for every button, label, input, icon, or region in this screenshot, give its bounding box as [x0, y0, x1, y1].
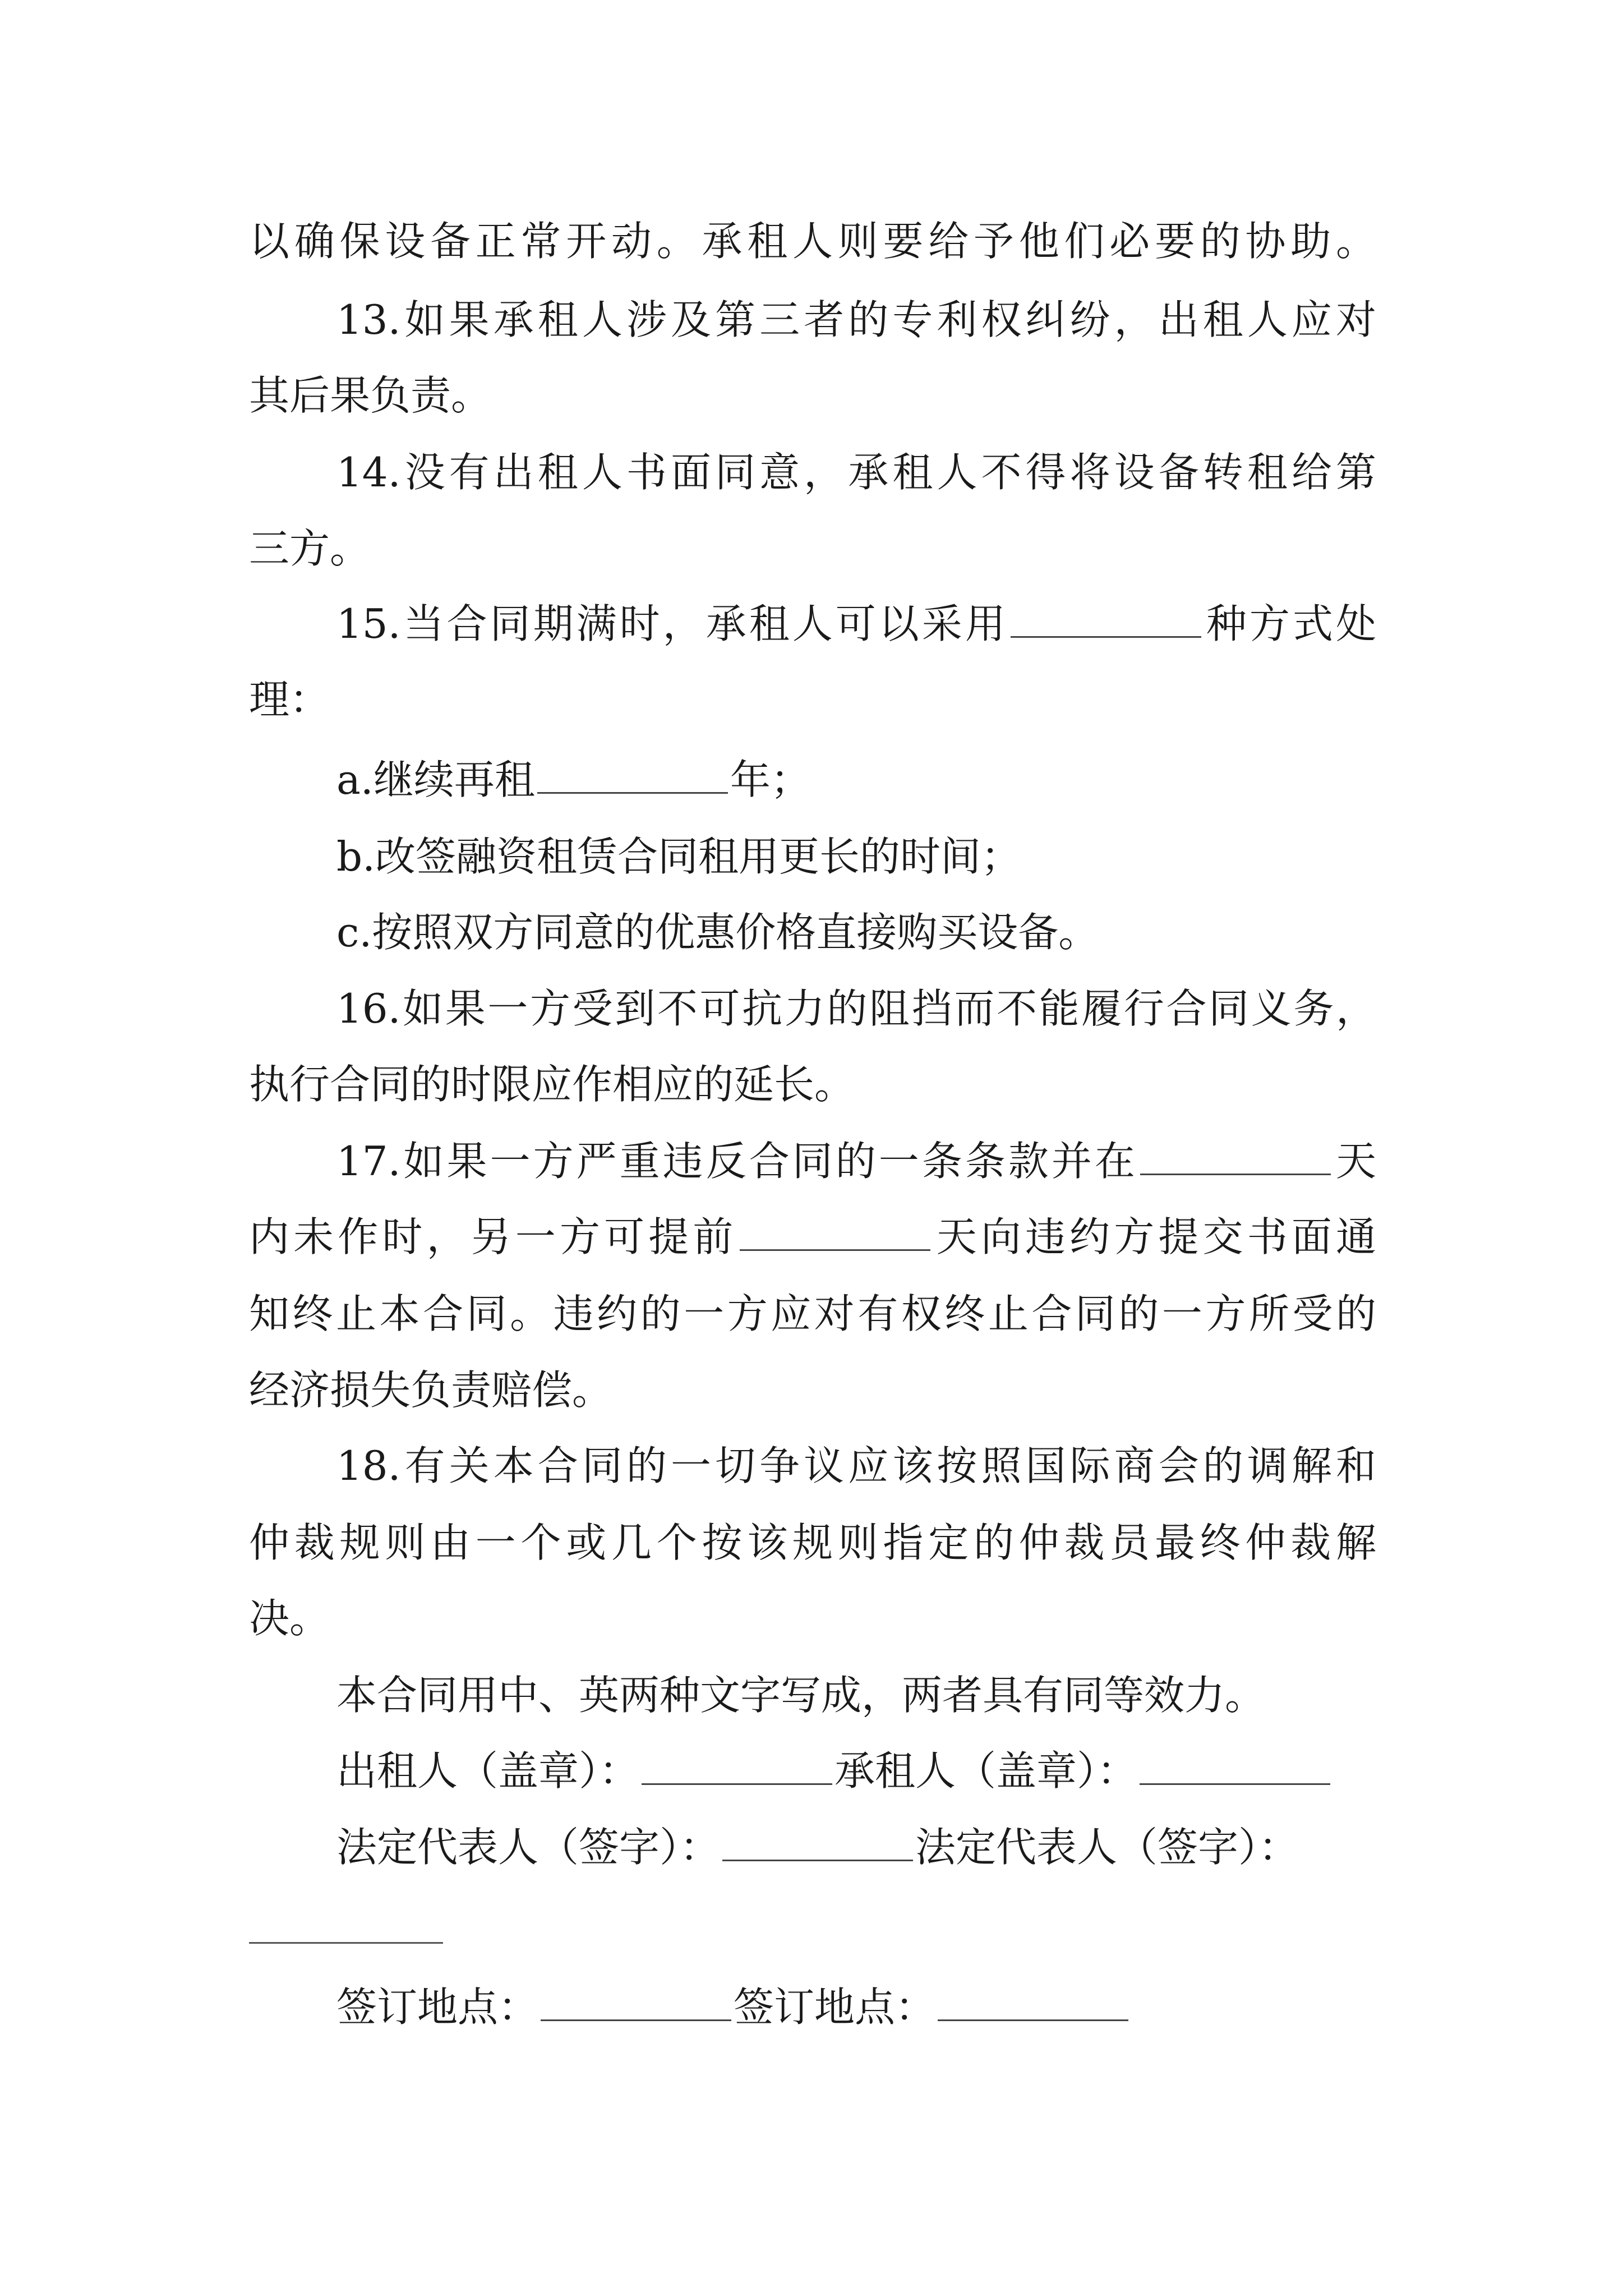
lessor-lessee-seal-line: 出租人（盖章）： 承租人（盖章）： [336, 1737, 1376, 1805]
blank-field[interactable] [1140, 1133, 1331, 1175]
text-line: 以确保设备正常开动。承租人则要给予他们必要的协助。 [249, 218, 1376, 265]
language-clause: 本合同用中、英两种文字写成，两者具有同等效力。 [336, 1672, 1266, 1719]
lessee-rep-signature-field[interactable] [249, 1942, 443, 1944]
text-line: 内未作时，另一方可提前 天向违约方提交书面通 [249, 1203, 1376, 1271]
option-c: c.按照双方同意的优惠价格直接购买设备。 [336, 909, 1099, 956]
legal-rep-signature-line: 法定代表人（签字）： 法定代表人（签字）： [336, 1814, 1376, 1881]
lessor-seal-field[interactable] [642, 1743, 832, 1785]
clause-13: 13.如果承租人涉及第三者的专利权纠纷，出租人应对 [336, 296, 1376, 343]
lessee-seal-field[interactable] [1140, 1743, 1330, 1785]
clause-18: 18.有关本合同的一切争议应该按照国际商会的调解和 [336, 1442, 1376, 1489]
signing-place-field[interactable] [541, 1979, 731, 2021]
clause-17: 17.如果一方严重违反合同的一条条款并在 天 [336, 1128, 1376, 1195]
signing-place-field[interactable] [938, 1979, 1128, 2021]
text-line: 仲裁规则由一个或几个按该规则指定的仲裁员最终仲裁解 [249, 1519, 1376, 1566]
text-line: 其后果负责。 [249, 372, 492, 419]
signing-place-line: 签订地点： 签订地点： [336, 1973, 1376, 2041]
text-line: 决。 [249, 1595, 330, 1642]
blank-field[interactable] [740, 1209, 930, 1251]
clause-16: 16.如果一方受到不可抗力的阻挡而不能履行合同义务， [336, 985, 1376, 1032]
text-line: 三方。 [249, 525, 371, 572]
clause-14: 14.没有出租人书面同意，承租人不得将设备转租给第 [336, 449, 1376, 496]
option-a: a.继续再租 年； [336, 746, 1376, 813]
lessor-rep-signature-field[interactable] [722, 1819, 913, 1861]
text-line: 知终止本合同。违约的一方应对有权终止合同的一方所受的 [249, 1290, 1376, 1337]
option-b: b.改签融资租赁合同租用更长的时间； [336, 833, 1021, 880]
text-line: 理： [249, 676, 330, 723]
text-line: 执行合同的时限应作相应的延长。 [249, 1061, 855, 1108]
clause-15: 15.当合同期满时，承租人可以采用 种方式处 [336, 590, 1376, 657]
text-line: 经济损失负责赔偿。 [249, 1366, 613, 1414]
blank-field[interactable] [1011, 596, 1201, 638]
blank-field[interactable] [537, 752, 728, 794]
